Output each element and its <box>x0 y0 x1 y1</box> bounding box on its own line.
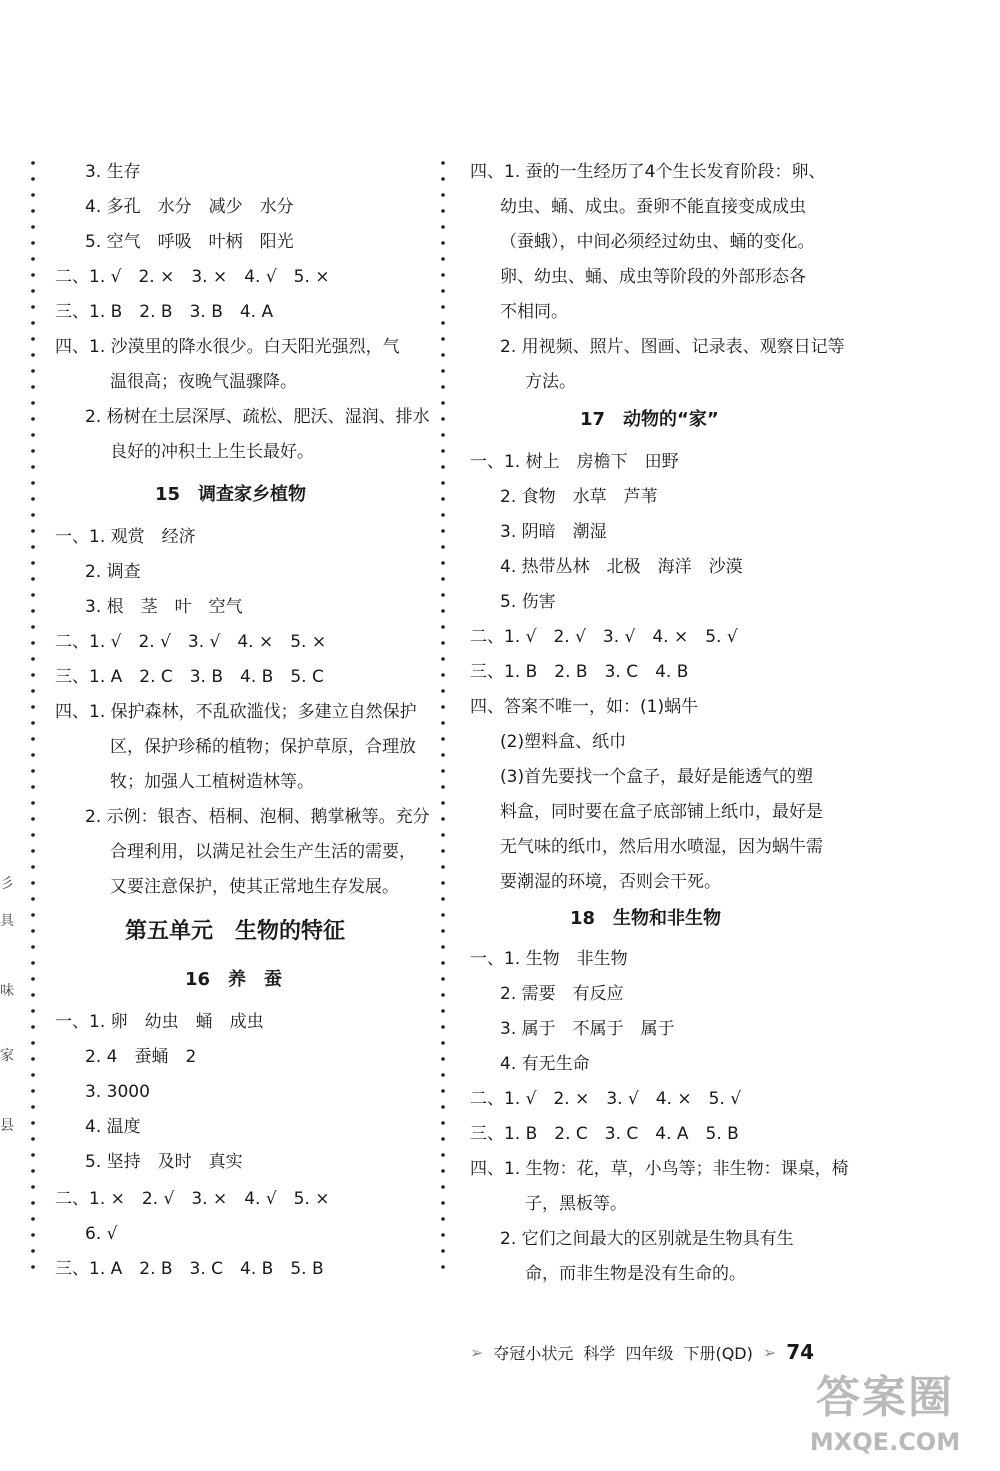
answer-line: 三、1. B 2. C 3. C 4. A 5. B <box>470 1124 739 1144</box>
arrow-right-icon: ➢ <box>762 1342 777 1362</box>
answer-line: 料盒，同时要在盒子底部铺上纸巾，最好是 <box>500 802 823 822</box>
answer-line: 2. 需要 有反应 <box>500 984 624 1004</box>
answer-line: 又要注意保护，使其正常地生存发展。 <box>110 877 399 897</box>
answer-line: 2. 示例：银杏、梧桐、泡桐、鹅掌楸等。充分 <box>85 807 430 827</box>
edge-char: 家 <box>0 1048 14 1064</box>
answer-line: 5. 空气 呼吸 叶柄 阳光 <box>85 232 294 252</box>
answer-line: 3. 阴暗 潮湿 <box>500 522 607 542</box>
answer-line: 不相同。 <box>500 302 568 322</box>
lesson-heading: 15 调查家乡植物 <box>155 484 307 505</box>
answer-line: 4. 多孔 水分 减少 水分 <box>85 197 294 217</box>
answer-line: 卵、幼虫、蛹、成虫等阶段的外部形态各 <box>500 267 806 287</box>
edge-char: 味 <box>0 983 14 999</box>
answer-line: 三、1. A 2. B 3. C 4. B 5. B <box>55 1259 324 1279</box>
answer-line: 2. 它们之间最大的区别就是生物具有生 <box>500 1229 794 1249</box>
answer-line: 方法。 <box>525 372 576 392</box>
answer-line: 幼虫、蛹、成虫。蚕卵不能直接变成成虫 <box>500 197 806 217</box>
answer-line: 要潮湿的环境，否则会干死。 <box>500 872 721 892</box>
answer-line: 3. 生存 <box>85 162 141 182</box>
answer-line: 二、1. × 2. √ 3. × 4. √ 5. × <box>55 1189 330 1209</box>
answer-line: 二、1. √ 2. √ 3. √ 4. × 5. × <box>55 632 327 652</box>
left-dotted-divider <box>30 155 36 1280</box>
answer-line: 区，保护珍稀的植物；保护草原，合理放 <box>110 737 416 757</box>
answer-line: 二、1. √ 2. × 3. × 4. √ 5. × <box>55 267 330 287</box>
volume: 下册(QD) <box>683 1343 753 1363</box>
answer-line: 无气味的纸巾，然后用水喷湿，因为蜗牛需 <box>500 837 823 857</box>
answer-line: 5. 伤害 <box>500 592 556 612</box>
answer-line: （蚕蛾），中间必须经过幼虫、蛹的变化。 <box>500 232 815 252</box>
answer-line: 三、1. B 2. B 3. B 4. A <box>55 302 274 322</box>
answer-line: 6. √ <box>85 1224 118 1244</box>
answer-line: 四、1. 沙漠里的降水很少。白天阳光强烈，气 <box>55 337 400 357</box>
watermark <box>780 1370 990 1465</box>
answer-line: 命，而非生物是没有生命的。 <box>525 1264 746 1284</box>
lesson-heading: 16 养 蚕 <box>185 969 283 990</box>
answer-line: 一、1. 生物 非生物 <box>470 949 628 969</box>
arrow-right-icon: ➢ <box>470 1342 484 1362</box>
answer-line: 2. 杨树在土层深厚、疏松、肥沃、湿润、排水 <box>85 407 430 427</box>
lesson-heading: 18 生物和非生物 <box>570 908 722 929</box>
answer-line: 4. 热带丛林 北极 海洋 沙漠 <box>500 557 743 577</box>
answer-line: 牧；加强人工植树造林等。 <box>110 772 314 792</box>
answer-line: 温很高；夜晚气温骤降。 <box>110 372 297 392</box>
watermark-logo-text: 答案圈 <box>816 1372 954 1423</box>
answer-line: 四、1. 蚕的一生经历了4个生长发育阶段：卵、 <box>470 162 826 182</box>
answer-line: 一、1. 卵 幼虫 蛹 成虫 <box>55 1012 264 1032</box>
lesson-heading: 17 动物的“家” <box>580 409 719 430</box>
answer-line: 4. 有无生命 <box>500 1054 590 1074</box>
edge-char: 县 <box>0 1118 14 1134</box>
answer-line: 2. 食物 水草 芦苇 <box>500 487 658 507</box>
edge-char: 具 <box>0 913 14 929</box>
answer-line: 2. 4 蚕蛹 2 <box>85 1047 197 1067</box>
answer-line: 合理利用，以满足社会生产生活的需要， <box>110 842 416 862</box>
answer-line: 2. 调查 <box>85 562 141 582</box>
page-footer <box>470 1340 814 1364</box>
answer-line: 二、1. √ 2. √ 3. √ 4. × 5. √ <box>470 627 738 647</box>
page-number: 74 <box>786 1340 815 1364</box>
answer-line: 2. 用视频、照片、图画、记录表、观察日记等 <box>500 337 845 357</box>
answer-line: 三、1. B 2. B 3. C 4. B <box>470 662 689 682</box>
answer-line: 二、1. √ 2. × 3. √ 4. × 5. √ <box>470 1089 742 1109</box>
answer-line: (3)首先要找一个盒子，最好是能透气的塑 <box>500 767 814 787</box>
answer-line: 5. 坚持 及时 真实 <box>85 1152 243 1172</box>
answer-line: 良好的冲积土上生长最好。 <box>110 442 314 462</box>
edge-char: 彡 <box>0 876 14 892</box>
grade: 四年级 <box>625 1343 674 1363</box>
answer-line: 子，黑板等。 <box>525 1194 627 1214</box>
answer-line: 一、1. 观赏 经济 <box>55 527 196 547</box>
subject: 科学 <box>583 1343 616 1363</box>
book-title: 夺冠小状元 <box>493 1343 574 1363</box>
answer-line: 3. 属于 不属于 属于 <box>500 1019 675 1039</box>
answer-line: 四、1. 生物：花，草，小鸟等；非生物：课桌，椅 <box>470 1159 849 1179</box>
watermark-url: MXQE.COM <box>809 1428 961 1456</box>
unit-heading: 第五单元 生物的特征 <box>125 919 346 944</box>
answer-line: 3. 根 茎 叶 空气 <box>85 597 243 617</box>
answer-line: 三、1. A 2. C 3. B 4. B 5. C <box>55 667 324 687</box>
answer-line: (2)塑料盒、纸巾 <box>500 732 627 752</box>
answer-line: 4. 温度 <box>85 1117 141 1137</box>
answer-line: 3. 3000 <box>85 1082 150 1102</box>
center-dotted-divider <box>440 155 446 1280</box>
answer-line: 四、答案不唯一，如：(1)蜗牛 <box>470 697 699 717</box>
answer-line: 四、1. 保护森林，不乱砍滥伐；多建立自然保护 <box>55 702 417 722</box>
answer-line: 一、1. 树上 房檐下 田野 <box>470 452 679 472</box>
